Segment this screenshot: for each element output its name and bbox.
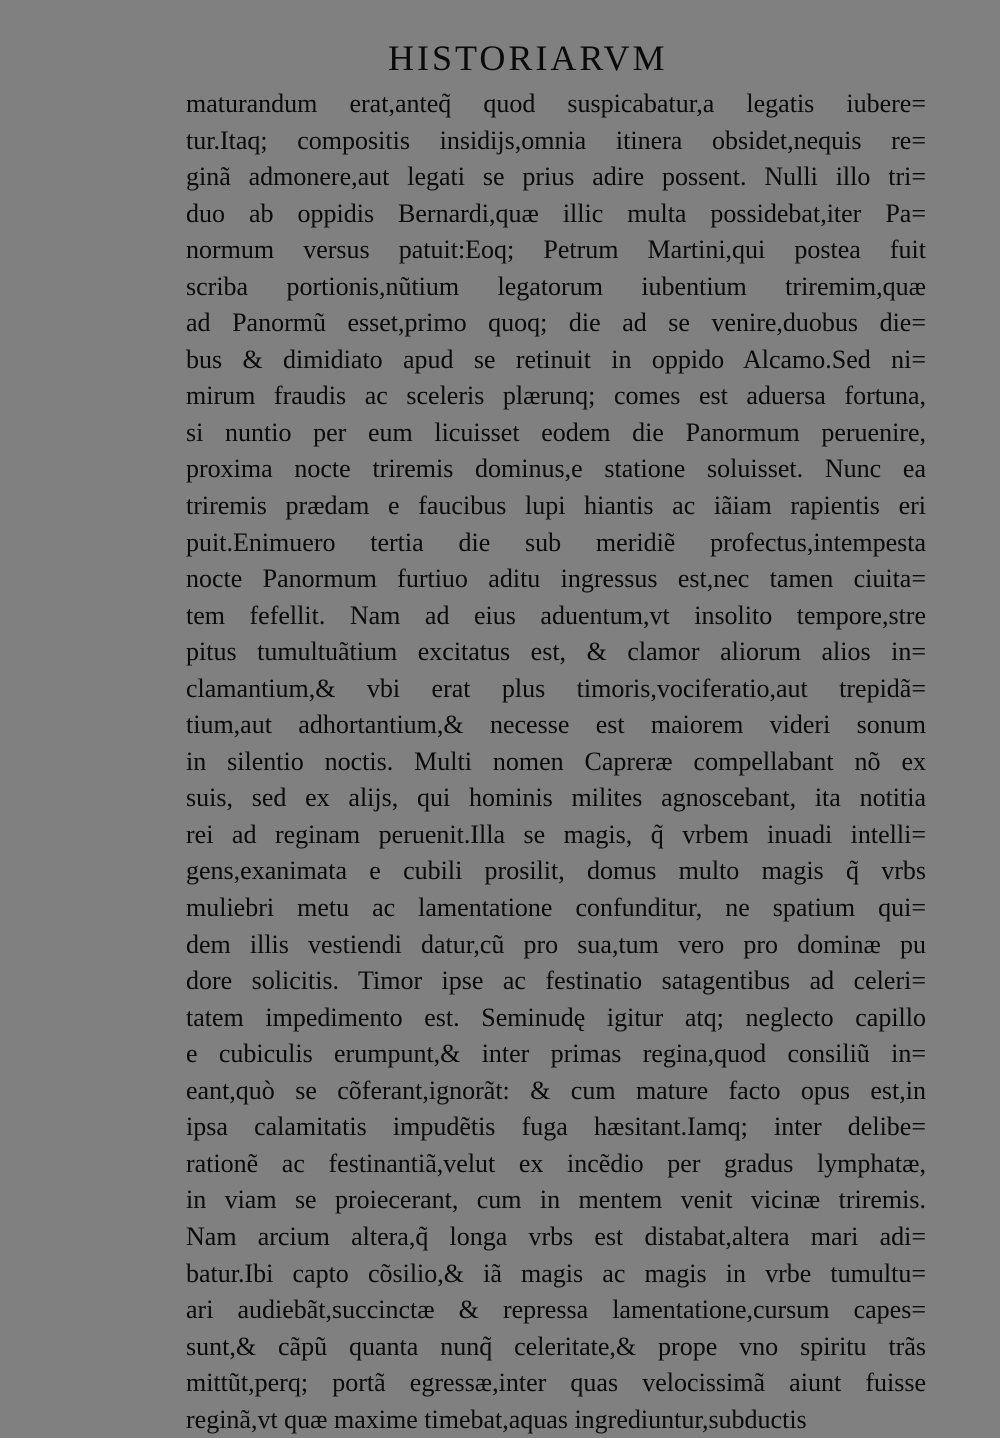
text-line: mirum fraudis ac sceleris plærunq; comes est aduersa fortuna, xyxy=(186,381,926,411)
text-line: scriba portionis,nũtium legatorum iubentium triremim,quæ xyxy=(186,271,926,301)
text-line: si nuntio per eum licuisset eodem die Panormum peruenire, xyxy=(186,417,926,447)
text-line: normum versus patuit:Eoq; Petrum Martini,qui postea fuit xyxy=(186,235,926,265)
text-line: ipsa calamitatis impudẽtis fuga hæsitant.Iamq; inter delibe= xyxy=(186,1112,926,1142)
text-line: rationẽ ac festinantiã,velut ex incẽdio per gradus lymphatæ, xyxy=(186,1148,926,1178)
text-line: triremis prædam e faucibus lupi hiantis ac iãiam rapientis eri xyxy=(186,491,926,521)
text-line: mittũt,perq; portã egressæ,inter quas velocissimã aiunt fuisse xyxy=(186,1368,926,1398)
text-line: dem illis vestiendi datur,cũ pro sua,tum vero pro dominæ pu xyxy=(186,929,926,959)
text-line: in viam se proiecerant, cum in mentem venit vicinæ triremis. xyxy=(186,1185,926,1215)
text-line: e cubiculis erumpunt,& inter primas regina,quod consiliũ in= xyxy=(186,1039,926,1069)
text-line: sunt,& cãpũ quanta nunq̃ celeritate,& prope vno spiritu trãs xyxy=(186,1331,926,1361)
text-line: Nam arcium altera,q̃ longa vrbs est distabat,altera mari adi= xyxy=(186,1221,926,1251)
text-line: reginã,vt quæ maxime timebat,aquas ingrediuntur,subductis xyxy=(186,1404,807,1434)
text-line: tur.Itaq; compositis insidijs,omnia itinera obsidet,nequis re= xyxy=(186,125,926,155)
text-line: dore solicitis. Timor ipse ac festinatio satagentibus ad celeri= xyxy=(186,966,926,996)
text-line: eant,quò se cõferant,ignorãt: & cum mature facto opus est,in xyxy=(186,1075,926,1105)
text-line: ari audiebãt,succinctæ & repressa lamentatione,cursum capes= xyxy=(186,1295,926,1325)
text-line: maturandum erat,anteq̃ quod suspicabatur,a legatis iubere= xyxy=(186,89,926,118)
text-line: ginã admonere,aut legati se prius adire possent. Nulli illo tri= xyxy=(186,162,926,192)
text-line: proxima nocte triremis dominus,e statione soluisset. Nunc ea xyxy=(186,454,926,484)
text-line: tium,aut adhortantium,& necesse est maiorem videri sonum xyxy=(186,710,926,740)
text-line: nocte Panormum furtiuo aditu ingressus est,nec tamen ciuita= xyxy=(186,564,926,594)
text-line: tatem impedimento est. Seminudę igitur atq; neglecto capillo xyxy=(186,1002,926,1032)
text-line: bus & dimidiato apud se retinuit in oppido Alcamo.Sed ni= xyxy=(186,344,926,374)
text-line: batur.Ibi capto cõsilio,& iã magis ac magis in vrbe tumultu= xyxy=(186,1258,926,1288)
text-line: suis, sed ex alijs, qui hominis milites agnoscebant, ita notitia xyxy=(186,783,926,813)
text-line: ad Panormũ esset,primo quoq; die ad se venire,duobus die= xyxy=(186,308,926,338)
text-line: muliebri metu ac lamentatione confunditur, ne spatium qui= xyxy=(186,893,926,923)
body-text xyxy=(186,86,926,1438)
text-line: duo ab oppidis Bernardi,quæ illic multa possidebat,iter Pa= xyxy=(186,198,926,228)
text-line: gens,exanimata e cubili prosilit, domus multo magis q̃ vrbs xyxy=(186,856,926,886)
text-line: puit.Enimuero tertia die sub meridiẽ profectus,intempesta xyxy=(186,527,926,557)
text-line: pitus tumultuãtium excitatus est, & clamor aliorum alios in= xyxy=(186,637,926,667)
text-line: clamantium,& vbi erat plus timoris,vociferatio,aut trepidã= xyxy=(186,673,926,703)
text-line: tem fefellit. Nam ad eius aduentum,vt insolito tempore,stre xyxy=(186,600,926,630)
text-line: in silentio noctis. Multi nomen Capreræ compellabant nõ ex xyxy=(186,746,926,776)
text-line: rei ad reginam peruenit.Illa se magis, q̃ vrbem inuadi intelli= xyxy=(186,819,926,849)
running-head: HISTORIARVM xyxy=(388,38,668,78)
